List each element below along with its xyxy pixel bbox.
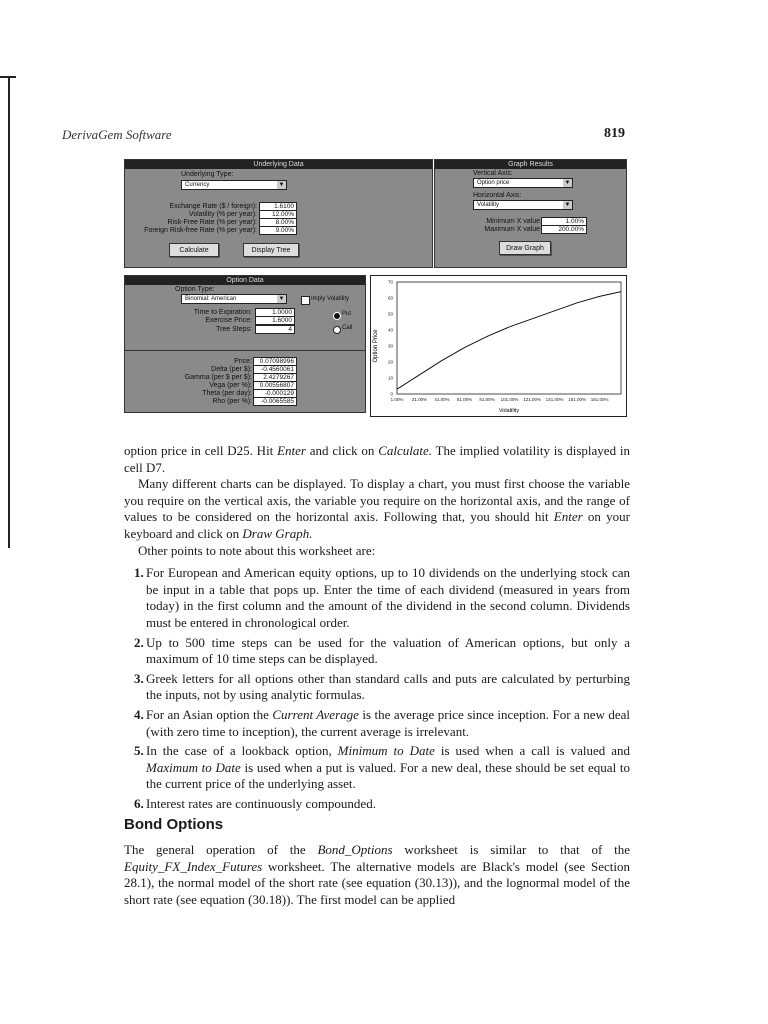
underlying-type-value: Currency xyxy=(185,182,210,188)
imply-volatility-label: Imply Volatility xyxy=(311,296,350,302)
chevron-down-icon: ▼ xyxy=(278,296,285,302)
vertical-axis-label: Vertical Axis: xyxy=(473,170,513,177)
draw-graph-button[interactable]: Draw Graph xyxy=(499,241,551,255)
list-item: 6. Interest rates are continuously compounded. xyxy=(134,795,376,811)
put-radio[interactable] xyxy=(333,312,341,320)
max-x-input[interactable]: 200.00% xyxy=(541,225,587,234)
running-title: DerivaGem Software xyxy=(62,127,172,142)
x-tick-label: 121.00% xyxy=(523,397,541,402)
result-label: Delta (per $): xyxy=(211,366,252,373)
graph-panel-title: Graph Results xyxy=(435,160,626,169)
result-label: Theta (per day): xyxy=(202,390,252,397)
panel-divider xyxy=(125,350,365,351)
underlying-type-select[interactable] xyxy=(181,180,287,190)
option-row-label: Tree Steps: xyxy=(216,326,252,333)
underlying-row-label: Exchange Rate ($ / foreign): xyxy=(169,203,257,210)
underlying-type-label: Underlying Type: xyxy=(181,171,234,178)
put-label: Put xyxy=(342,311,352,317)
imply-volatility-checkbox[interactable] xyxy=(301,296,310,305)
option-panel-title: Option Data xyxy=(125,276,365,285)
risk-free-rate-input[interactable]: 8.00% xyxy=(259,218,297,227)
x-tick-label: 181.00% xyxy=(590,397,609,402)
paragraph: Many different charts can be displayed. To display a chart, you must first choose the variable you require on the vertical axis, the variable you require on the horizontal axis, and the range of values to be considered on the horizontal axis. Following that, you should hit Enter on your keyboard and click on Draw Graph. xyxy=(124,476,630,541)
exchange-rate-input[interactable]: 1.6100 xyxy=(259,202,297,211)
underlying-data-panel xyxy=(124,159,433,268)
list-item: 5. In the case of a lookback option, Minimum to Date is used when a call is valued and Maximum to Date is used when a put is valued. For a new deal, these should be set equal to the current price of the underlying asset. xyxy=(134,743,630,792)
exercise-price-input[interactable]: 1.6000 xyxy=(255,316,295,325)
y-tick-label: 60 xyxy=(387,295,393,301)
y-tick-label: 10 xyxy=(387,375,393,381)
option-type-value: Binomial: American xyxy=(185,296,237,302)
underlying-row-label: Volatility (% per year): xyxy=(188,211,257,218)
bond-options-text xyxy=(124,842,630,908)
y-tick-label: 40 xyxy=(387,327,393,333)
underlying-row-label: Foreign Risk-free Rate (% per year): xyxy=(144,227,257,234)
time-to-expiration-input[interactable]: 1.0000 xyxy=(255,308,295,317)
volatility-input[interactable]: 12.00% xyxy=(259,210,297,219)
chart-svg xyxy=(371,276,626,416)
display-tree-button[interactable]: Display Tree xyxy=(243,243,299,257)
foreign-rate-input[interactable]: 9.00% xyxy=(259,226,297,235)
list-item: 1. For European and American equity options, up to 10 dividends on the underlying stock can be input in a table that pops up. Enter the time of each dividend (measured in years from today) in the first column and the amount of the dividend in the second column. Dividends must be entered in chronological order. xyxy=(134,565,630,630)
list-item: 2. Up to 500 time steps can be used for the valuation of American options, but only a maximum of 10 time steps can be displayed. xyxy=(134,634,630,667)
section-heading: Bond Options xyxy=(124,816,224,833)
chevron-down-icon: ▼ xyxy=(564,180,571,186)
underlying-panel-title: Underlying Data xyxy=(125,160,432,169)
max-x-label: Maximum X value xyxy=(484,226,540,233)
call-label: Call xyxy=(342,325,353,331)
y-tick-label: 30 xyxy=(387,343,393,349)
x-tick-label: 101.00% xyxy=(500,397,519,402)
y-tick-label: 70 xyxy=(387,279,393,285)
x-tick-label: 1.00% xyxy=(390,397,404,402)
x-tick-label: 21.00% xyxy=(411,397,428,402)
x-tick-label: 161.00% xyxy=(568,397,586,402)
vega-output: 0.00556807 xyxy=(253,381,297,390)
option-row-label: Time to Expiration: xyxy=(193,309,252,316)
plot-frame xyxy=(397,282,621,394)
min-x-input[interactable]: 1.00% xyxy=(541,217,587,226)
horizontal-axis-value: Volatility xyxy=(477,202,500,208)
option-type-select[interactable] xyxy=(181,294,287,304)
option-price-chart xyxy=(370,275,627,417)
body-text xyxy=(124,443,630,815)
y-tick-label: 50 xyxy=(387,311,393,317)
min-x-label: Minimum X value xyxy=(486,218,540,225)
y-tick-label: 20 xyxy=(387,359,393,365)
calculate-button[interactable]: Calculate xyxy=(169,243,219,257)
points-list xyxy=(124,565,630,812)
result-label: Rho (per %): xyxy=(212,398,252,405)
result-label: Vega (per %): xyxy=(209,382,252,389)
option-type-label: Option Type: xyxy=(175,286,215,293)
price-output: 0.07098996 xyxy=(253,357,297,366)
list-item: 4. For an Asian option the Current Average is the average price since inception. For a new deal (with zero time to inception), the current average is irrelevant. xyxy=(134,706,631,739)
result-label: Price: xyxy=(234,358,252,365)
chevron-down-icon: ▼ xyxy=(278,182,285,188)
series-line xyxy=(397,292,621,390)
option-row-label: Exercise Price: xyxy=(205,317,252,324)
x-tick-label: 81.00% xyxy=(479,397,495,402)
x-tick-label: 61.00% xyxy=(456,397,473,402)
graph-results-panel xyxy=(434,159,627,268)
theta-output: -0.000129 xyxy=(253,389,297,398)
tree-steps-input[interactable]: 4 xyxy=(255,325,295,334)
rho-output: -0.0065585 xyxy=(253,397,297,406)
page-number: 819 xyxy=(604,126,625,141)
x-tick-label: 141.00% xyxy=(545,397,564,402)
list-item: 3. Greek letters for all options other than standard calls and puts are calculated by perturbing the inputs, not by using analytic formulas. xyxy=(134,670,630,703)
vertical-axis-select[interactable] xyxy=(473,178,573,188)
option-data-panel xyxy=(124,275,366,413)
result-label: Gamma (per $ per $): xyxy=(184,374,252,381)
call-radio[interactable] xyxy=(333,326,341,334)
y-tick-label: 0 xyxy=(390,391,393,397)
x-tick-label: 41.00% xyxy=(434,397,450,402)
paragraph: Other points to note about this worksheet are: xyxy=(138,542,376,558)
horizontal-axis-label: Horizontal Axis: xyxy=(473,192,522,199)
paragraph: option price in cell D25. Hit Enter and click on Calculate. The implied volatility is displayed in cell D7. xyxy=(124,443,630,475)
gamma-output: 2.4279267 xyxy=(253,373,297,382)
delta-output: -0.4560061 xyxy=(253,365,297,374)
x-axis-label: Volatility xyxy=(498,408,520,414)
y-axis-label: Option Price xyxy=(373,329,379,363)
paragraph: The general operation of the Bond_Options worksheet is similar to that of the Equity_FX_Index_Futures worksheet. The alternative models are Black's model (see Section 28.1), the normal model of the short rate (see equation (30.13)), and the lognormal model of the short rate (see equation (30.18)). The first model can be applied xyxy=(124,842,630,907)
vertical-axis-value: Option price xyxy=(477,180,510,186)
chevron-down-icon: ▼ xyxy=(564,202,571,208)
underlying-row-label: Risk-Free Rate (% per year): xyxy=(167,219,257,226)
binding-line xyxy=(8,78,10,548)
horizontal-axis-select[interactable] xyxy=(473,200,573,210)
